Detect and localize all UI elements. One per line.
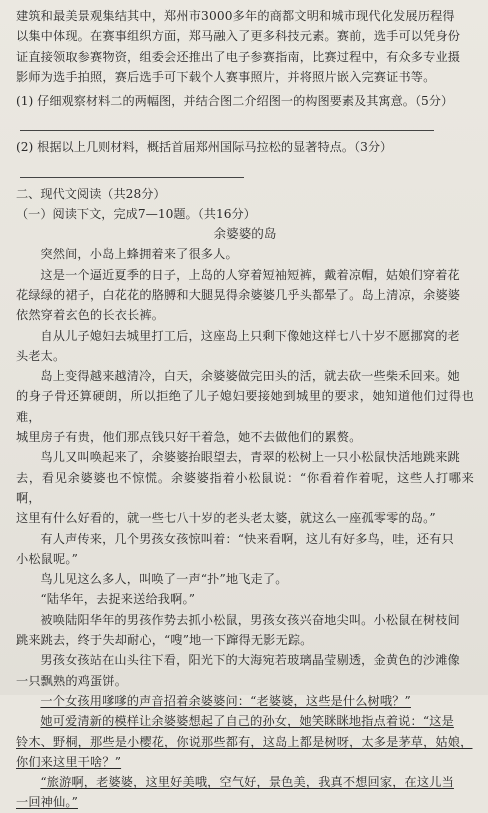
story-line: 头老太。 (16, 348, 66, 363)
underlined-line: 她可爱清新的模样让余婆婆想起了自己的孙女，她笑眯眯地指点着说：“这是 (40, 714, 454, 729)
story-line: 小松鼠呢。” (16, 551, 78, 566)
answer-line (20, 158, 244, 178)
story-line: 自从儿子媳妇去城里打工后，这座岛上只剩下像她这样七八十岁不愿挪窝的老 (40, 328, 460, 343)
story-line: 鸟儿又叫唤起来了，余婆婆抬眼望去，青翠的松树上一只小松鼠快活地跳来跳 (40, 450, 460, 465)
story-line: 有人声传来，几个男孩女孩惊叫着：“快来看啊，这儿有好多鸟，哇，还有只 (40, 531, 454, 546)
story-line: 岛上变得越来越清冷，白天，余婆婆做完田头的活，就去砍一些柴禾回来。她 (40, 369, 460, 384)
intro-line: 影师为选手拍照，赛后选手可下载个人赛事照片，并将照片嵌入完赛证书等。 (16, 69, 436, 84)
story-title: 余婆婆的岛 (213, 226, 277, 242)
underlined-line: “旅游啊，老婆婆，这里好美哦，空气好，景色美，我真不想回家，在这儿当 (40, 775, 454, 790)
underlined-line: 你们来这里干啥？” (16, 754, 122, 769)
story-line: 鸟儿见这么多人，叫唤了一声“扑”地飞走了。 (40, 572, 288, 587)
underlined-line: 一个女孩用嗲嗲的声音招着余婆婆问：“老婆婆，这些是什么树哦？” (40, 693, 411, 708)
intro-line: 证直接领取参赛物资，组委会还推出了电子参赛指南，比赛过程中，有众多专业摄 (16, 49, 461, 64)
story-line: 被唤陆阳华年的男孩作势去抓小松鼠，男孩女孩兴奋地尖叫。小松鼠在树枝间 (40, 612, 460, 627)
story-line: 依然穿着玄色的长衣长裤。 (16, 308, 165, 323)
story-line: 这是一个逼近夏季的日子，上岛的人穿着短袖短裤，戴着凉帽，姑娘们穿着花 (40, 267, 460, 282)
answer-line (20, 111, 434, 131)
story-line: 城里房子有贵，他们那点钱只好干着急，她不去做他们的累赘。 (16, 430, 362, 445)
sub-heading: （一）阅读下文，完成7—10题。（共16分） (16, 207, 256, 222)
story-line: 这里有什么好看的，就一些七八十岁的老头老太婆，就这么一座孤零零的岛。” (16, 511, 436, 526)
underlined-line: 铃木、野桐，那些是小樱花，你说那些都有，这岛上都是树呀，太多是茅草，姑娘， (16, 734, 473, 749)
story-line: “陆华年，去捉来送给我啊。” (40, 592, 196, 607)
story-line: 跳来跳去，终于失却耐心，“嗖”地一下蹿得无影无踪。 (16, 633, 313, 648)
story-line: 花绿绿的裙子，白花花的胳膊和大腿晃得余婆婆几乎头都晕了。岛上清凉，余婆婆 (16, 287, 461, 302)
story-line: 男孩女孩站在山头往下看，阳光下的大海宛若玻璃晶莹剔透，金黄色的沙滩像 (40, 653, 460, 668)
question-1: (1) 仔细观察材料二的两幅图，并结合图二介绍图一的构图要素及其寓意。（5分） (16, 94, 454, 109)
section-heading: 二、现代文阅读（共28分） (16, 186, 166, 201)
underlined-line: 一回神仙。” (16, 795, 78, 810)
story-paragraph: 突然间，小岛上蜂拥着来了很多人。 (40, 247, 238, 262)
question-2: (2) 根据以上几则材料，概括首届郑州国际马拉松的显著特点。（3分） (16, 140, 393, 155)
story-line: 一只飘熟的鸡蛋饼。 (16, 673, 128, 688)
story-line: 去，看见余婆婆也不惊慌。余婆婆指着小松鼠说：“你看着作着呢，这些人打哪来啊， (16, 470, 474, 505)
intro-line: 以集中体现。在赛事组织方面，郑马融入了更多科技元素。赛前，选手可以凭身份 (16, 29, 461, 44)
intro-line: 建筑和最美景观集结其中，郑州市3000多年的商都文明和城市现代化发展历程得 (16, 9, 455, 23)
story-line: 的身子骨还算硬朗，所以拒绝了儿子媳妇要接她到城里的要求，她知道他们过得也难， (16, 389, 474, 424)
